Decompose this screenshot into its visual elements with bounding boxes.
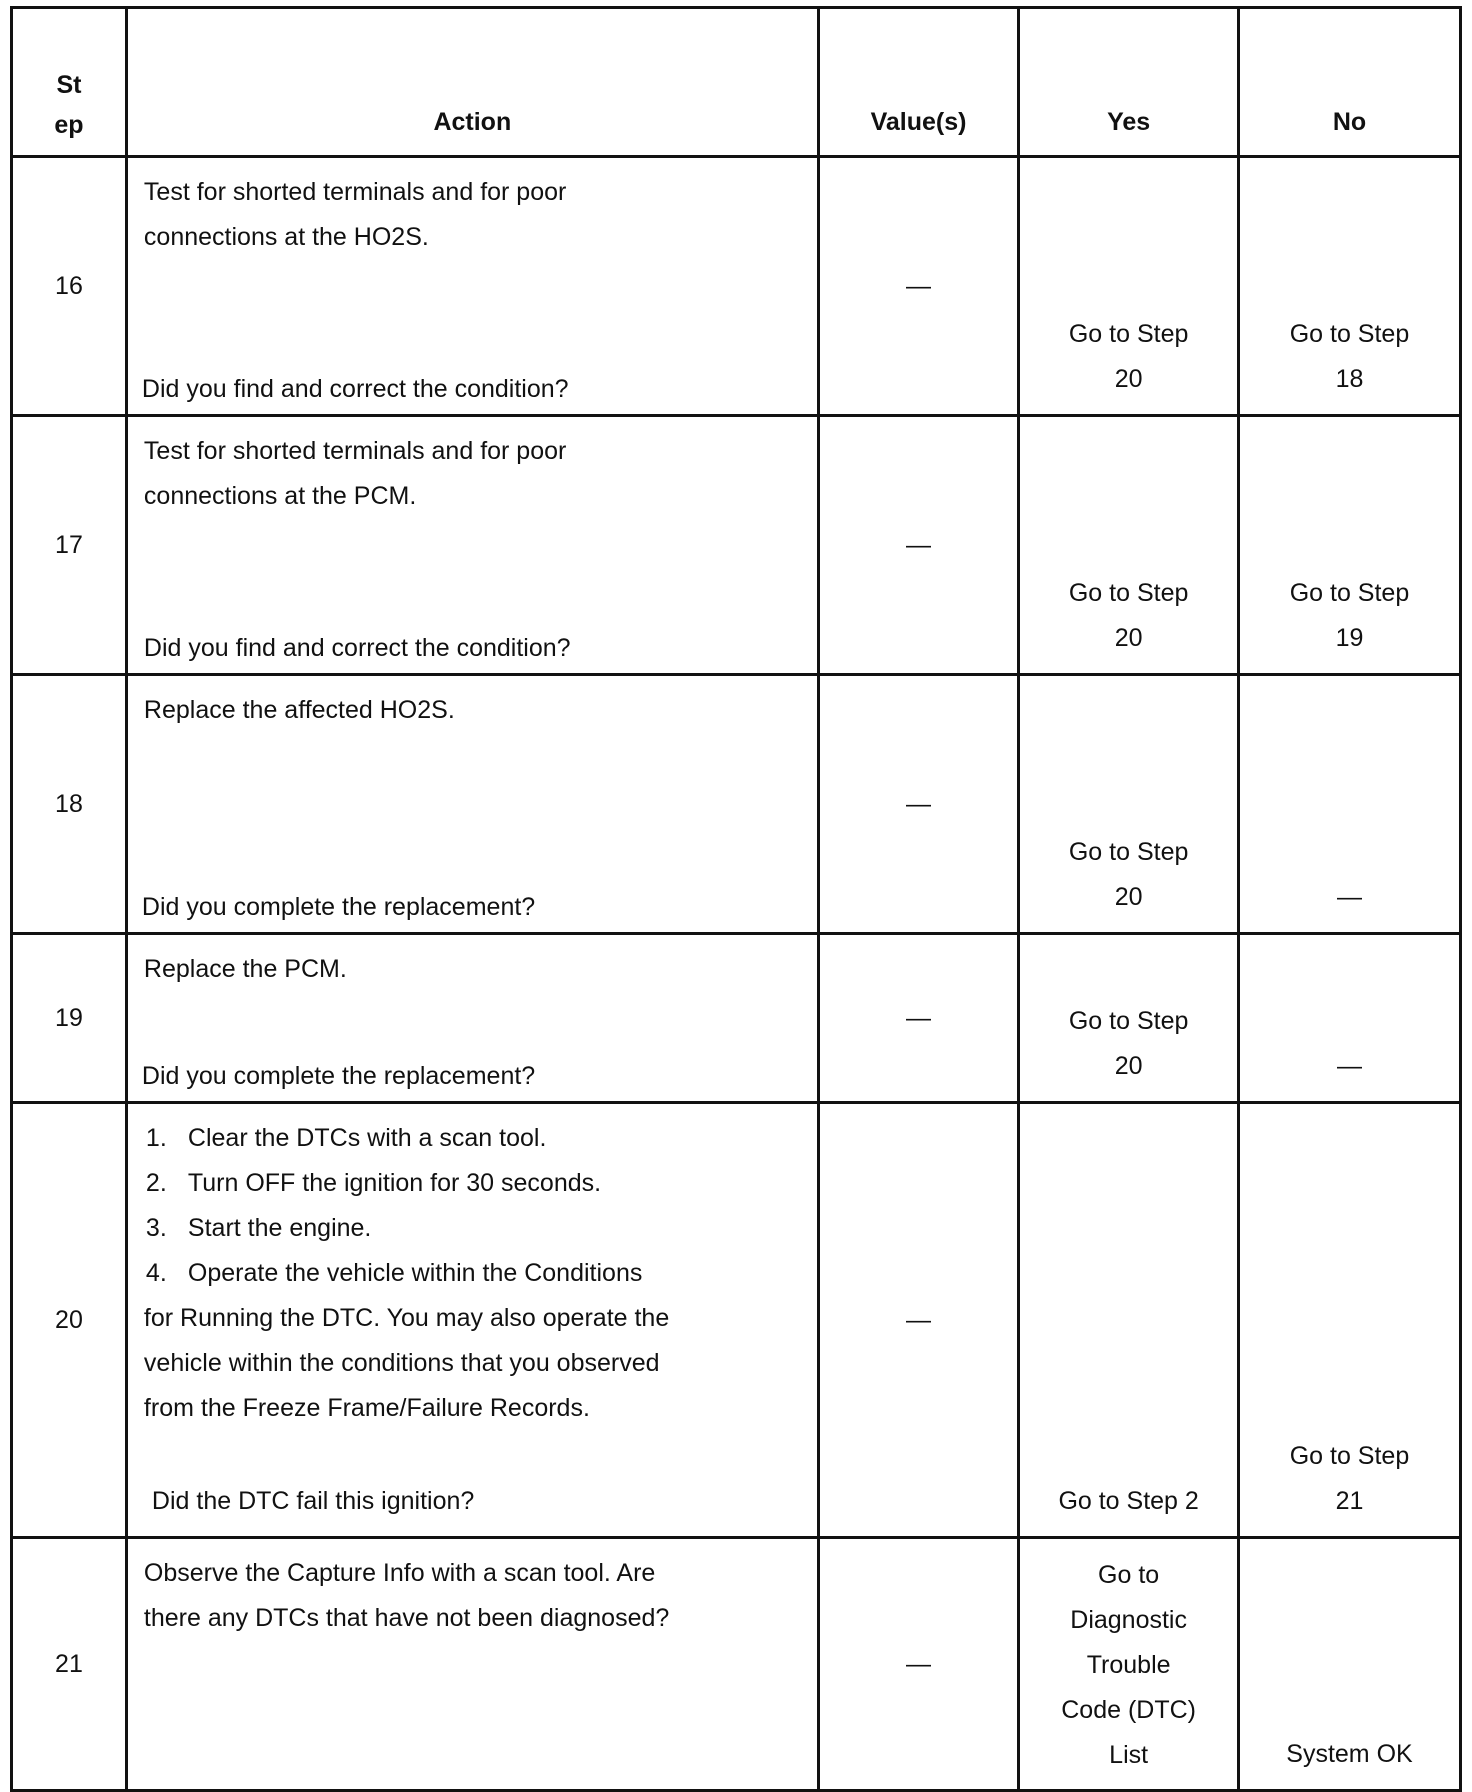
yes-cell [1019,1538,1239,1791]
step-number: 20 [12,1103,127,1538]
table-row [12,675,1461,934]
action-text: Test for shorted terminals and for poor [143,437,567,465]
header-no [1238,8,1460,157]
action-text: connections at the HO2S. [143,223,429,251]
action-text: Observe the Capture Info with a scan tool. Are [143,1559,656,1587]
header-values [818,8,1019,157]
step-number: 16 [12,157,127,416]
list-number: 1. [145,1124,167,1152]
yes-cell [1019,157,1239,416]
list-number: 2. [145,1169,167,1197]
header-no-label: No [1332,108,1367,136]
header-action-label: Action [433,108,512,136]
table-row [12,1103,1461,1538]
value-cell: — [818,934,1019,1103]
action-text: Replace the affected HO2S. [143,696,455,724]
yes-cell [1019,416,1239,675]
yes-link[interactable]: Go to Step [1068,320,1189,348]
header-step-line2: ep [54,111,84,139]
action-question: Did you find and correct the condition? [143,634,571,662]
action-text: Test for shorted terminals and for poor [143,178,567,206]
no-cell [1238,416,1460,675]
yes-link[interactable]: Go to Step [1068,1007,1189,1035]
system-ok-text: System OK [1286,1740,1413,1768]
yes-cell [1019,934,1239,1103]
list-item [144,1251,797,1296]
step-number: 19 [12,934,127,1103]
yes-link[interactable]: Go to Step 2 [1058,1487,1199,1515]
table-row [12,416,1461,675]
no-cell [1238,157,1460,416]
action-text: vehicle within the conditions that you observed [143,1349,660,1377]
action-question: Did you complete the replacement? [141,893,536,921]
header-yes-label: Yes [1107,108,1151,136]
yes-link[interactable]: Go to Step [1068,838,1189,866]
yes-link[interactable]: Diagnostic [1070,1606,1187,1634]
list-text: Operate the vehicle within the Conditions [187,1259,643,1287]
action-cell [126,934,818,1103]
yes-link[interactable]: List [1109,1741,1149,1769]
list-text: Turn OFF the ignition for 30 seconds. [187,1169,602,1197]
yes-cell [1019,1103,1239,1538]
action-question: Did you complete the replacement? [141,1062,536,1090]
action-text: for Running the DTC. You may also operate the [143,1304,670,1332]
value-cell: — [818,1103,1019,1538]
list-item [144,1206,797,1251]
action-text: from the Freeze Frame/Failure Records. [143,1394,590,1422]
yes-cell [1019,675,1239,934]
no-step-number[interactable]: 21 [1335,1487,1364,1515]
step-number: 17 [12,416,127,675]
header-step [12,8,127,157]
step-number: 18 [12,675,127,934]
no-link[interactable]: Go to Step [1289,1442,1410,1470]
yes-step-number[interactable]: 20 [1114,1052,1143,1080]
action-text: there any DTCs that have not been diagnosed? [143,1604,670,1632]
action-cell [126,157,818,416]
value-cell: — [818,1538,1019,1791]
action-cell [126,1538,818,1791]
list-item [144,1161,797,1206]
no-link[interactable]: Go to Step [1289,320,1410,348]
header-values-label: Value(s) [870,108,967,136]
action-text: Replace the PCM. [143,955,347,983]
list-number: 4. [145,1259,167,1287]
step-number: 21 [12,1538,127,1791]
yes-link[interactable]: Trouble [1086,1651,1171,1679]
yes-link[interactable]: Code (DTC) [1061,1696,1196,1724]
table-row [12,1538,1461,1791]
action-question: Did you find and correct the condition? [141,375,569,403]
diagnostic-table [10,6,1462,1792]
no-dash: — [1336,1052,1362,1080]
no-step-number[interactable]: 19 [1335,624,1364,652]
header-yes [1019,8,1239,157]
value-cell: — [818,675,1019,934]
yes-link[interactable]: Go to [1098,1561,1160,1589]
list-text: Start the engine. [187,1214,372,1242]
no-cell [1238,1103,1460,1538]
list-item [144,1116,797,1161]
no-link[interactable]: Go to Step [1289,579,1410,607]
action-text: connections at the PCM. [143,482,417,510]
table-row [12,934,1461,1103]
yes-step-number[interactable]: 20 [1114,365,1143,393]
no-step-number[interactable]: 18 [1335,365,1364,393]
yes-link[interactable]: Go to Step [1068,579,1189,607]
action-cell [126,675,818,934]
no-dash: — [1336,883,1362,911]
no-cell [1238,934,1460,1103]
yes-step-number[interactable]: 20 [1114,624,1143,652]
header-action [126,8,818,157]
header-step-line1: St [56,71,82,99]
value-cell: — [818,416,1019,675]
list-text: Clear the DTCs with a scan tool. [187,1124,547,1152]
yes-step-number[interactable]: 20 [1114,883,1143,911]
table-row [12,157,1461,416]
action-cell [126,416,818,675]
no-cell [1238,675,1460,934]
no-cell [1238,1538,1460,1791]
list-number: 3. [145,1214,167,1242]
action-question: Did the DTC fail this ignition? [151,1487,475,1515]
header-row [12,8,1461,157]
action-cell [126,1103,818,1538]
value-cell: — [818,157,1019,416]
